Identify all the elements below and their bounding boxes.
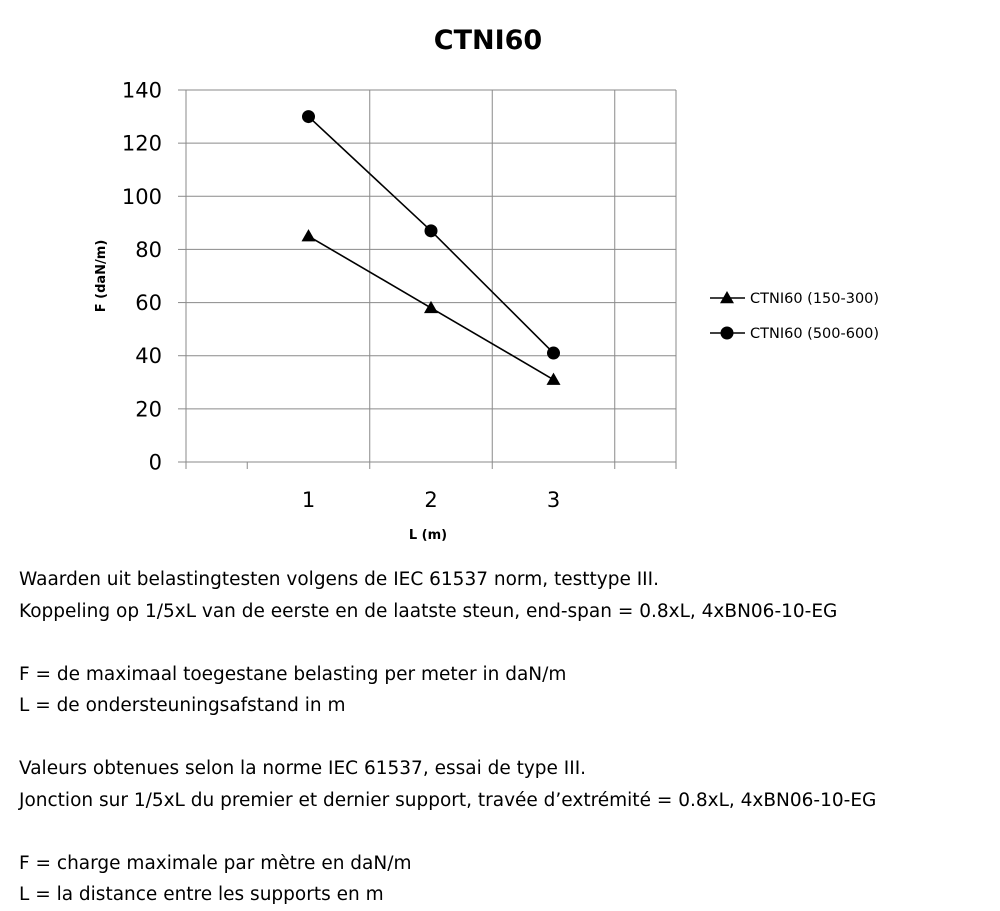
y-tick-label: 40 [135, 344, 162, 369]
y-tick-labels [122, 79, 162, 475]
y-tick-label: 140 [121, 78, 162, 103]
data-point [547, 373, 561, 385]
x-tick-labels [302, 488, 560, 512]
note-nl-line2: Koppeling op 1/5xL van de eerste en de laatste steun, end-span = 0.8xL, 4xBN06-10-EG [19, 600, 838, 622]
note-fr-line1: Valeurs obtenues selon la norme IEC 61537, essai de type III. [19, 758, 587, 779]
y-tick-label: 120 [121, 131, 162, 156]
grid [186, 90, 676, 462]
note-fr-l: L = la distance entre les supports en m [19, 884, 384, 905]
y-tick-label: 0 [148, 450, 162, 475]
legend-item [710, 291, 879, 307]
data-point [547, 347, 560, 360]
y-tick-label: 80 [135, 237, 162, 262]
note-fr-f: F = charge maximale par mètre en daN/m [19, 852, 412, 874]
x-tick-label: 3 [546, 488, 561, 512]
note-nl-f: F = de maximaal toegestane belasting per meter in daN/m [19, 663, 567, 685]
legend-marker [720, 291, 734, 303]
data-point [302, 110, 315, 123]
note-fr-line2: Jonction sur 1/5xL du premier et dernier support, travée d’extrémité = 0.8xL, 4xBN06-10-EG [19, 789, 877, 811]
y-tick-label: 100 [121, 184, 162, 209]
series-1 [302, 229, 561, 385]
legend-item [710, 326, 879, 342]
x-axis-title: L (m) [408, 528, 448, 543]
x-tick-label: 1 [301, 488, 316, 512]
chart-title: CTNI60 [433, 25, 543, 56]
legend-label: CTNI60 (500-600) [750, 326, 880, 342]
legend [710, 291, 879, 342]
notes [19, 564, 994, 911]
series-group [302, 110, 561, 385]
y-tick-label: 20 [135, 397, 162, 422]
y-axis-title: F (daN/m) [94, 239, 109, 313]
note-nl-l: L = de ondersteuningsafstand in m [19, 695, 346, 716]
legend-label: CTNI60 (150-300) [750, 291, 880, 307]
data-point [302, 229, 316, 241]
legend-marker [721, 327, 734, 340]
y-tick-label: 60 [135, 291, 162, 316]
axes [178, 90, 676, 469]
x-tick-label: 2 [424, 488, 438, 512]
series-2 [302, 110, 560, 359]
note-nl-line1: Waarden uit belastingtesten volgens de IEC 61537 norm, testtype III. [19, 569, 659, 590]
data-point [425, 224, 438, 237]
